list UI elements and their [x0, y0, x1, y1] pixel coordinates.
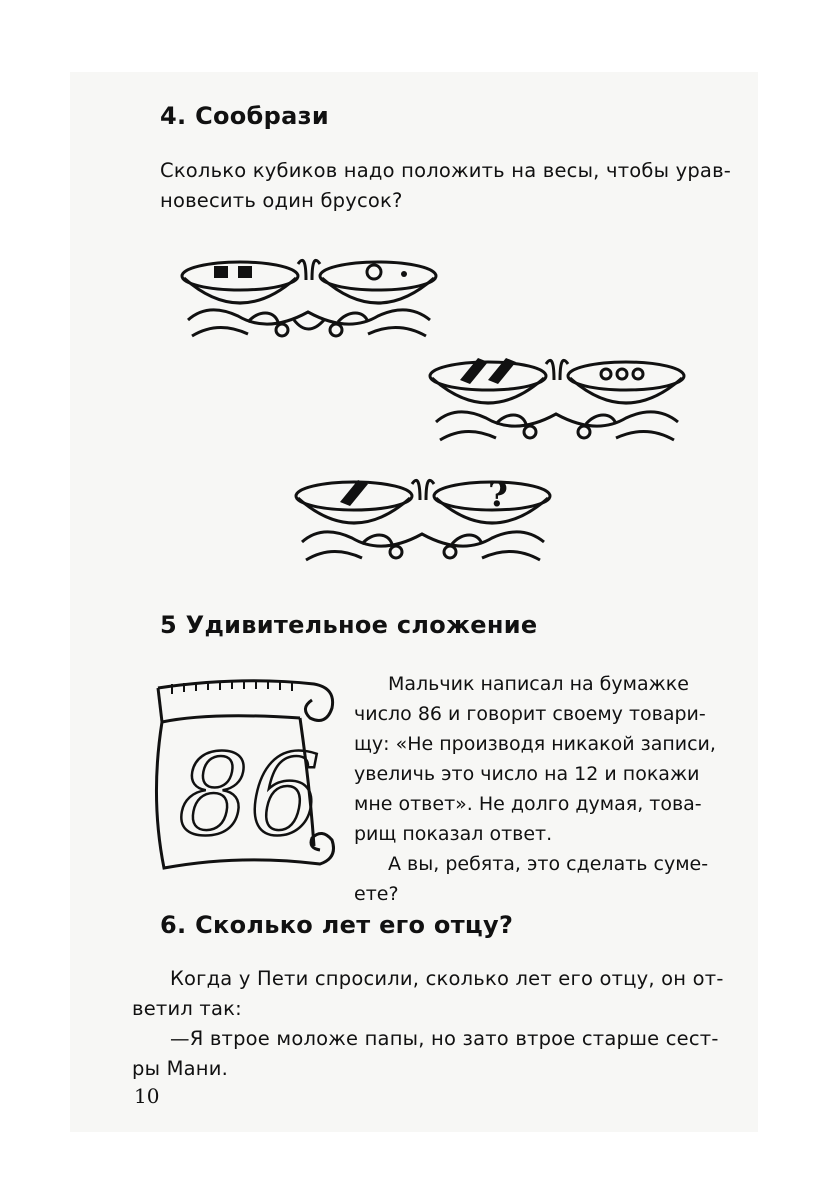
section-4-question-line-2: новесить один брусок? [160, 189, 403, 212]
section-5-heading: 5 Удивительное сложение [160, 611, 538, 639]
section-5-line: Мальчик написал на бумажке [388, 673, 689, 695]
section-5-line: увеличь это число на 12 и покажи [354, 763, 700, 785]
section-6-line: Когда у Пети спросили, сколько лет его отцу, он от- [170, 967, 724, 990]
scroll-number: 86 [178, 731, 321, 861]
section-6-heading: 6. Сколько лет его отцу? [160, 911, 514, 939]
section-6-line: ры Мани. [132, 1057, 228, 1080]
scale-illustration-1 [178, 250, 440, 348]
section-5-line: мне ответ». Не долго думая, това- [354, 793, 702, 815]
section-5-line: А вы, ребята, это сделать суме- [388, 853, 709, 875]
section-5-line: ете? [354, 883, 399, 905]
section-5-line: щу: «Не производя никакой записи, [354, 733, 716, 755]
section-6-line: —Я втрое моложе папы, но зато втрое старше сест- [170, 1027, 719, 1050]
single-bar [340, 480, 368, 506]
ball-pair [367, 265, 407, 279]
section-6-line: ветил так: [132, 997, 242, 1020]
scale-illustration-3 [292, 466, 554, 566]
scale-illustration-2 [426, 350, 688, 450]
cube-pair [214, 266, 252, 278]
section-5-line: число 86 и говорит своему товари- [354, 703, 706, 725]
page-number: 10 [134, 1084, 160, 1108]
ball-triple [601, 369, 643, 379]
scroll-illustration [150, 668, 342, 888]
section-5-line: рищ показал ответ. [354, 823, 553, 845]
section-5-text [354, 669, 730, 909]
question-mark-icon: ? [488, 475, 508, 515]
section-4-question-line-1: Сколько кубиков надо положить на весы, чтобы урав- [160, 159, 732, 182]
section-4-heading: 4. Сообрази [160, 102, 329, 130]
